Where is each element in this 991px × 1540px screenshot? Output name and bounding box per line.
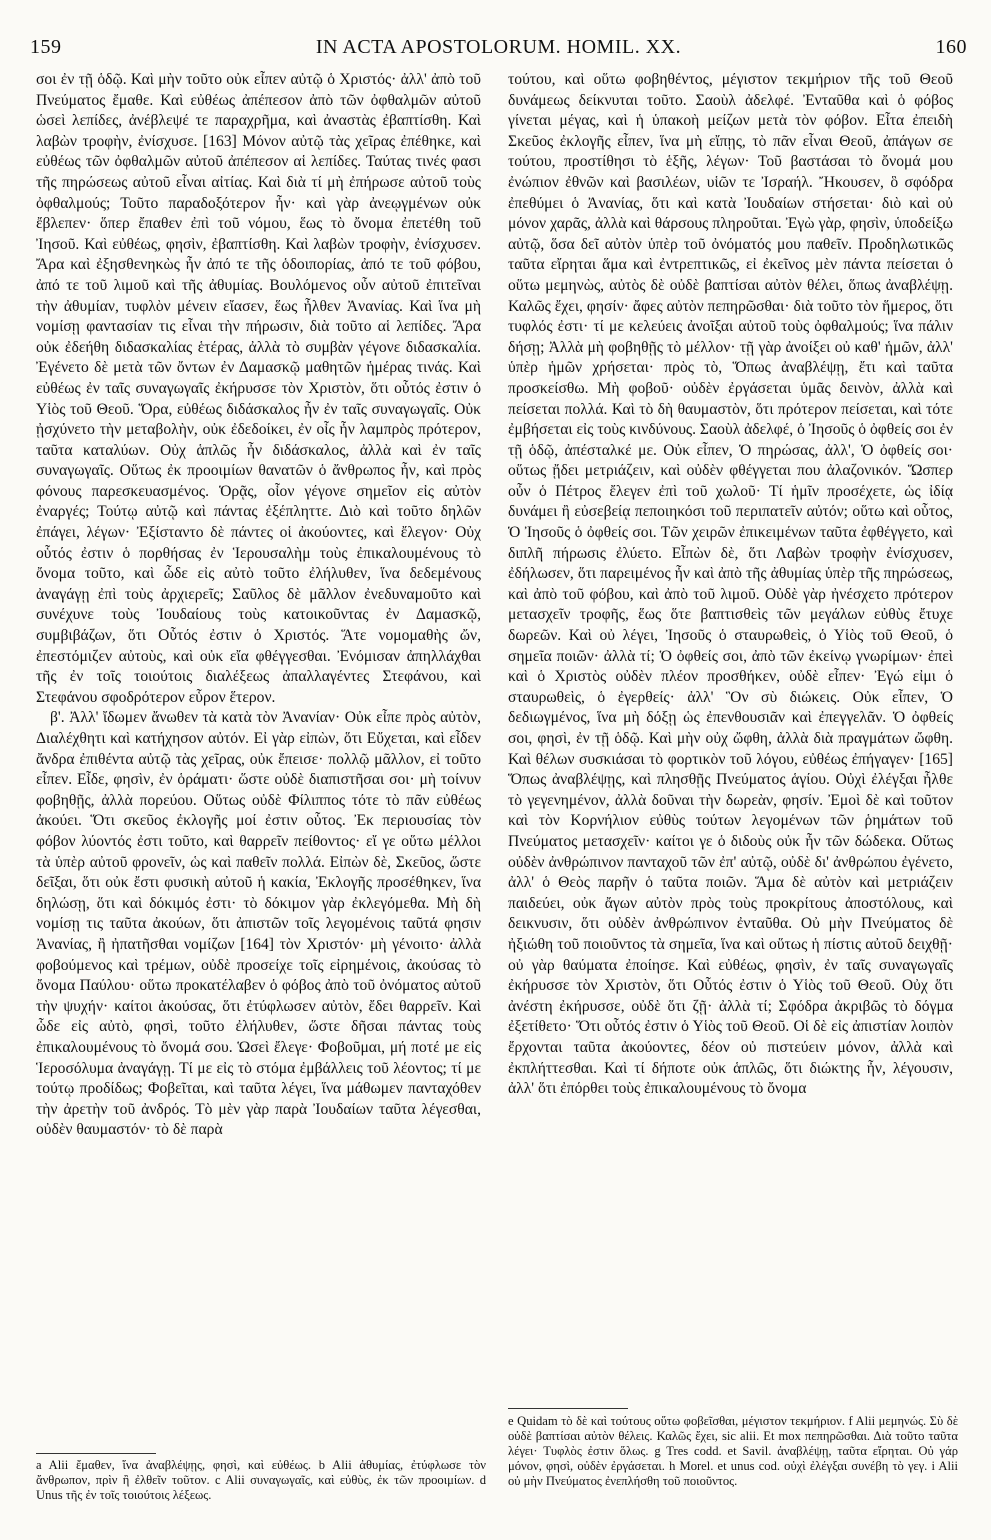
right-column (508, 70, 953, 1100)
left-column (36, 70, 481, 1141)
footnotes-left: a Alii ἔμαθεν, ἵνα ἀναβλέψῃς, φησὶ, καὶ εὐθέως. b Alii ἀθυμίας, ἐτύφλωσε τὸν ἄνθρωπον, πρὶν ἢ ἐλθεῖν τοῦτον. c Alii συναγωγαῖς, καὶ εὐθὺς, ἐκ τῶν προοιμίων. d Unus τῆς ἐν τοῖς τοιούτοις λέξεως. (36, 1458, 486, 1502)
right-paragraph-1: τούτου, καὶ οὕτω φοβηθέντος, μέγιστον τεκμήριον τῆς τοῦ Θεοῦ δυνάμεως δείκνυται τοῦτο. Σαοὺλ ἀδελφέ. Ἐνταῦθα καὶ ὁ φόβος γίνεται μέγας, καὶ ἡ ὑπακοὴ μείζων μετὰ τὸν φόβον. Εἶτα ἐπειδὴ Σκεῦος ἐκλογῆς εἶπεν, ἵνα μὴ εἴπῃς, τὸ πᾶν εἶναι Θεοῦ, ἀπάγων σε τούτου, προστίθησι τὸ ἑξῆς, λέγων· Τοῦ βαστάσαι τὸ ὄνομά μου ἐνώπιον ἐθνῶν καὶ βασιλέων, υἱῶν τε Ἰσραήλ. Ἤκουσεν, ὃ σφόδρα ἐπεθύμει ὁ Ἀνανίας, ὅτι καὶ κατὰ Ἰουδαίων στήσεται· διὸ καὶ οὐ μόνον χαρᾶς, ἀλλὰ καὶ θάρσους πληροῦται. Ἐγὼ γὰρ, φησὶν, ὑποδείξω αὐτῷ, ὅσα δεῖ αὐτὸν ὑπὲρ τοῦ ὀνόματός μου παθεῖν. Προδηλωτικῶς ταῦτα εἴρηται ἅμα καὶ ἐντρεπτικῶς, εἰ ἐκεῖνος μὲν πάντα πείσεται ὁ οὕτω μεμηνὼς, αὐτὸς δὲ οὐδὲ βαπτίσαι αὐτὸν θέλει, ὅπως ἀναβλέψῃ. Καλῶς ἔχει, φησίν· ἄφες αὐτὸν πεπηρῶσθαι· διὰ τοῦτο τὸν ἥμερος, ὅτι τυφλός ἐστι· τί με κελεύεις ἀνοῖξαι αὐτοῦ τοὺς ὀφθαλμούς; ἵνα πάλιν δήσῃ; Ἀλλὰ μὴ φοβηθῇς τὸ μέλλον· τῇ γὰρ ἀνοίξει οὐ καθ' ἡμῶν, ἀλλ' ὑπὲρ ἡμῶν χρήσεται· πρὸς τὸ, Ὅπως ἀναβλέψῃ, ἔτι καὶ ταῦτα προσκείσθω. Μὴ φοβοῦ· οὐδὲν ἐργάσεται ὑμᾶς δεινὸν, ἀλλὰ καὶ πείσεται πολλά. Καὶ τὸ δὴ θαυμαστὸν, ὅτι πρότερον πείσεται, καὶ τότε ἐμβήσεται εἰς τοὺς κινδύνους. Σαοὺλ ἀδελφέ, ὁ Ἰησοῦς ὁ ὀφθείς σοι ἐν τῇ ὁδῷ, ἀπέσταλκέ με. Οὐκ εἶπεν, Ὁ πηρώσας, ἀλλ', Ὁ ὀφθείς σοι· οὕτως ᾔδει μετριάζειν, καὶ οὐδὲν φθέγγεται που ἀλαζονικόν. Ὥσπερ οὖν ὁ Πέτρος ἔλεγεν ἐπὶ τοῦ χωλοῦ· Τί ἡμῖν προσέχετε, ὡς ἰδίᾳ δυνάμει ἢ εὐσεβείᾳ πεποιηκόσι τοῦ περιπατεῖν αὐτόν; οὕτω καὶ οὗτος, Ὁ Ἰησοῦς ὁ ὀφθείς σοι. Τῶν χειρῶν ἐπικειμένων ταῦτα ἐφθέγγετο, καὶ διπλῆ πήρωσις ἐλύετο. Εἶπὼν δὲ, ὅτι Λαβὼν τροφὴν ἐνίσχυσεν, ἐδήλωσεν, ὅτι παρειμένος ἦν καὶ ἀπὸ τῆς ἀθυμίας ὑπὲρ τῆς πηρώσεως, καὶ ἀπὸ τοῦ φόβου, καὶ ἀπὸ τοῦ λιμοῦ. Οὐδὲ γὰρ ἠνέσχετο πρότερον μετασχεῖν τροφῆς, ἕως ὅτε βαπτισθεὶς τῶν μεγάλων εὐθὺς ἔτυχε δωρεῶν. Καὶ οὐ λέγει, Ἰησοῦς ὁ σταυρωθεὶς, ὁ Υἱὸς τοῦ Θεοῦ, ὁ σημεῖα ποιῶν· ἀλλὰ τί; Ὁ ὀφθείς σοι, ἀπὸ τῶν ἐκείνῳ γνωρίμων· ἐπεὶ καὶ ὁ Χριστὸς οὐδὲν πλέον προσθήκεν, οὐδὲ εἶπεν· Ἐγώ εἰμι ὁ σταυρωθεὶς, ὁ ἐγερθείς· ἀλλ' Ὃν σὺ διώκεις. Οὐκ εἶπεν, Ὁ δεδιωγμένος, ἵνα μὴ δόξῃ ὡς ἐπενθουσιᾶν καὶ ἐπεγγελᾶν. Ὁ ὀφθείς σοι, φησὶ, ἐν τῇ ὁδῷ. Καὶ μὴν οὐχ ὤφθη, ἀλλὰ διὰ πραγμάτων ὤφθη. Καὶ θέλων συσκιάσαι τὸ φορτικὸν τοῦ λόγου, εὐθέως ἐπήγαγεν· [165] Ὅπως ἀναβλέψῃς, καὶ πλησθῇς Πνεύματος ἁγίου. Οὐχὶ ἐλέγξαι ἦλθε τὸ γεγενημένον, ἀλλὰ δοῦναι τὴν δωρεὰν, φησίν. Ἐμοὶ δὲ καὶ τοῦτον καὶ τὸν Κορνήλιον εὐθὺς τούτων λεγομένων τῶν ῥημάτων τοῦ Πνεύματος μετασχεῖν· καίτοι γε ὁ διδοὺς οὐκ ἦν τῶν δώδεκα. Οὕτως οὐδὲν ἀνθρώπινον πανταχοῦ τῶν ἐπ' αὐτῷ, οὐδὲ δι' ἀνθρώπου ἐγένετο, ἀλλ' ὁ Θεὸς παρῆν ὁ ταῦτα ποιῶν. Ἅμα δὲ αὐτὸν καὶ μετριάζειν παιδεύει, οὐκ ἄγων αὐτὸν πρὸς τοὺς προκρίτους ἀποστόλους, καὶ δεικνυσιν, ὅτι οὐδὲν ἀνθρώπινον ἐνταῦθα. Οὐ μὴν Πνεύματος δὲ ἠξιώθη τοῦ ποιοῦντος τὰ σημεῖα, ἵνα καὶ οὕτως ἡ πίστις αὐτοῦ δειχθῇ· οὐ γὰρ θαύματα ἐποίησε. Καὶ εὐθέως, φησὶν, ἐν ταῖς συναγωγαῖς ἐκήρυσσε τὸν Χριστὸν, ὅτι Οὗτός ἐστιν ὁ Υἱὸς τοῦ Θεοῦ. Οὐχ ὅτι ἀνέστη ἐκήρυσσε, οὐδὲ ὅτι ζῇ· ἀλλὰ τί; Σφόδρα ἀκριβῶς τὸ δόγμα ἐξετίθετο· Ὅτι οὗτός ἐστιν ὁ Υἱὸς τοῦ Θεοῦ. Οἱ δὲ εἰς ἀπιστίαν λοιπὸν ἔρχονται ταῦτα ἀκούοντες, δέον οὐ πιστεύειν μόνον, ἀλλὰ καὶ ἐκπλήττεσθαι. Καὶ τί δήποτε οὐκ ἁπλῶς, ὅτι διώκτης ἦν, λέγουσιν, ἀλλ' ὅτι ἐπόρθει τοὺς ἐπικαλουμένους τὸ ὄνομα (508, 71, 953, 1098)
running-header (30, 30, 967, 64)
left-paragraph-1: σοι ἐν τῇ ὁδῷ. Καὶ μὴν τοῦτο οὐκ εἶπεν αὐτῷ ὁ Χριστός· ἀλλ' ἀπὸ τοῦ Πνεύματος ἔμαθε. Καὶ εὐθέως ἀπέπεσον ἀπὸ τῶν ὀφθαλμῶν αὐτοῦ ὡσεὶ λεπίδες, ἀνέβλεψέ τε παραχρῆμα, καὶ ἀναστὰς ἐβαπτίσθη. Καὶ λαβὼν τροφὴν, ἐνίσχυσε. [163] Μόνον αὐτῷ τὰς χεῖρας ἐπέθηκε, καὶ εὐθέως τῶν ὀφθαλμῶν αὐτοῦ ἀπέπεσον αἱ λεπίδες. Ταύτας τινές φασι τῆς πηρώσεως αὐτοῦ εἶναι αἰτίας. Καὶ διὰ τί μὴ ἐπήρωσε αὐτοῦ τοὺς ὀφθαλμούς; Τοῦτο παραδοξότερον ἦν· καὶ γὰρ ἀνεῳγμένων οὐκ ἔβλεπεν· ὅπερ ἔπαθεν ἐπὶ τοῦ νόμου, ἕως τὸ ὄνομα ἐπετέθη τοῦ Ἰησοῦ. Καὶ εὐθέως, φησὶν, ἐβαπτίσθη. Καὶ λαβὼν τροφὴν, ἐνίσχυσεν. Ἄρα καὶ ἐξησθενηκὼς ἦν ἀπό τε τῆς ὁδοιπορίας, ἀπό τε τοῦ φόβου, ἀπό τε τοῦ λιμοῦ καὶ τῆς ἀθυμίας. Βουλόμενος οὖν αὐτοῦ ἐπιτεῖναι τὴν ἀθυμίαν, τυφλὸν μένειν εἴασεν, ἕως ἦλθεν Ἀνανίας. Καὶ ἵνα μὴ νομίσῃ φαντασίαν τις εἶναι τὴν πήρωσιν, διὰ τοῦτο αἱ λεπίδες. Ἄρα οὐκ ἐδεήθη διδασκαλίας ἑτέρας, ἀλλὰ τὸ συμβὰν γέγονε διδασκαλία. Ἐγένετο δὲ μετὰ τῶν ὄντων ἐν Δαμασκῷ μαθητῶν ἡμέρας τινάς. Καὶ εὐθέως ἐν ταῖς συναγωγαῖς ἐκήρυσσε τὸν Χριστὸν, ὅτι οὗτός ἐστιν ὁ Υἱὸς τοῦ Θεοῦ. Ὅρα, εὐθέως διδάσκαλος ἦν ἐν ταῖς συναγωγαῖς. Οὐκ ᾐσχύνετο τὴν μεταβολὴν, οὐκ ἐδεδοίκει, ἐν οἷς ἦν λαμπρὸς πρότερον, ταῦτα καταλύων. Οὐχ ἁπλῶς ἦν διδάσκαλος, ἀλλὰ καὶ ἐν ταῖς συναγωγαῖς. Οὕτως ἐκ προοιμίων θανατῶν ὁ ἄνθρωπος ἦν, καὶ πρὸς φόνους παρεσκευασμένος. Ὁρᾷς, οἷον γέγονε σημεῖον εἰς αὐτὸν ἐναργές; Τούτῳ αὐτῷ καὶ πάντας ἐξέπληττε. Διὸ καὶ τοῦτο δηλῶν ἐπάγει, λέγων· Ἐξίσταντο δὲ πάντες οἱ ἀκούοντες, καὶ ἔλεγον· Οὐχ οὗτός ἐστιν ὁ πορθήσας ἐν Ἱερουσαλὴμ τοὺς ἐπικαλουμένους τὸ ὄνομα τοῦτο, καὶ ὧδε εἰς αὐτὸ τοῦτο ἐλήλυθεν, ἵνα δεδεμένους ἀναγάγῃ ἐπὶ τοὺς ἀρχιερεῖς; Σαῦλος δὲ μᾶλλον ἐνεδυναμοῦτο καὶ συνέχυνε τοὺς Ἰουδαίους τοὺς κατοικοῦντας ἐν Δαμασκῷ, συμβιβάζων, ὅτι Οὗτός ἐστιν ὁ Χριστός. Ἅτε νομομαθὴς ὤν, ἐπεστόμιζεν αὐτοὺς, καὶ οὐκ εἴα φθέγγεσθαι. Ἐνόμισαν ἀπηλλάχθαι τῆς ἐν τοῖς τοιούτοις διαλέξεως ἀπαλλαγέντες Στεφάνου, καὶ Στεφάνου σφοδρότερον εὗρον ἕτερον. (36, 71, 481, 706)
running-title: IN ACTA APOSTOLORUM. HOMIL. XX. (315, 35, 682, 58)
left-paragraph-2: β'. Ἀλλ' ἴδωμεν ἄνωθεν τὰ κατὰ τὸν Ἀνανίαν· Οὐκ εἶπε πρὸς αὐτὸν, Διαλέχθητι καὶ κατήχησον αὐτόν. Εἰ γὰρ εἰπὼν, ὅτι Εὔχεται, καὶ εἶδεν ἄνδρα ἐπιθέντα αὐτῷ τὰς χεῖρας, οὐκ ἔπεισε· πολλῷ μᾶλλον, εἰ τοῦτο εἶπεν. Εἶδε, φησὶν, ἐν ὁράματι· ὥστε οὐδὲ διαπιστῆσαι σοι· μὴ τοίνυν φοβηθῇς, ἀλλὰ πορεύου. Οὕτως οὐδὲ Φίλιππος τότε τὸ πᾶν εὐθέως ἀκούει. Ὅτι σκεῦος ἐκλογῆς μοί ἐστιν οὗτος. Ἐκ περιουσίας τὸν φόβον λύοντός ἐστι τοῦτο, καὶ θαρρεῖν πείθοντος· εἴ γε οὕτω μέλλοι τὰ ὑπὲρ αὐτοῦ φρονεῖν, ὡς καὶ παθεῖν πολλά. Εἰπὼν δὲ, Σκεῦος, ὥστε δεῖξαι, ὅτι οὐκ ἔστι φυσικὴ αὐτοῦ ἡ κακία, Ἐκλογῆς προσέθηκεν, ἵνα δηλώσῃ, ὅτι καὶ δόκιμός ἐστι· τὸ δόκιμον γὰρ ἐκλεγόμεθα. Μὴ δὴ νομίσῃ τις ταῦτα ἀκούων, ὅτι ἀπιστῶν τοῖς λεγομένοις ταῦτά φησιν Ἀνανίας, ἢ ἠπατῆσθαι νομίζων [164] τὸν Χριστόν· μὴ γένοιτο· ἀλλὰ φοβούμενος καὶ τρέμων, οὐδὲ προσείχε τοῖς εἰρημένοις, ἀκούσας τὸ ὄνομα Παύλου· οὕτω προκατέλαβεν ὁ φόβος ἀπὸ τοῦ ὀνόματος αὐτοῦ τὴν ψυχήν· καίτοι ἀκούσας, ὅτι ἐτύφλωσεν αὐτὸν, ἔδει θαρρεῖν. Καὶ ὧδε εἰς αὐτὸ, φησὶ, τοῦτο ἐλήλυθεν, ὥστε δῆσαι πάντας τοὺς ἐπικαλουμένους τὸ ὄνομά σου. Ὡσεὶ ἔλεγε· Φοβοῦμαι, μή ποτέ με εἰς Ἱεροσόλυμα ἀναγάγῃ. Τί με εἰς τὸ στόμα ἐμβάλλεις τοῦ λέοντος; τί με τούτῳ προδίδως; Φοβεῖται, καὶ ταῦτα λέγει, ἵνα μάθωμεν πανταχόθεν τὴν ἀρετὴν τοῦ ἀνδρός. Τὸ μὲν γὰρ παρὰ Ἰουδαίων ταῦτα λέγεσθαι, οὐδὲν θαυμαστόν· τὸ δὲ παρὰ (36, 709, 481, 1139)
footnote-rule-left (36, 1453, 156, 1454)
footnote-rule-right (508, 1408, 628, 1409)
page-number-left: 159 (30, 35, 62, 58)
footnotes-right: e Quidam τὸ δὲ καὶ τούτους οὕτω φοβεῖσθαι, μέγιστον τεκμήριον. f Alii μεμηνώς. Σὺ δὲ οὐδὲ βαπτίσαι αὐτὸν θέλεις. Καλῶς ἔχει, sic alii. Et mox πεπηρῶσθαι. Διὰ τοῦτο ταῦτα λέγει· Τυφλὸς ἐστιν ὅλως. g Tres codd. et Savil. ἀναβλέψῃ, ταῦτα εἴρηται. Οὐ γάρ μόνον, φησὶ, οὐδὲν ἐργάσεται. h Morel. et unus cod. οὐχὶ ἐλέγξαι συνέβη τὸ γεγ. i Alii οὐ μὴν Πνεύματος ἐνεπλήσθη τοῦ ποιοῦντος. (508, 1414, 958, 1488)
page-number-right: 160 (935, 35, 967, 58)
